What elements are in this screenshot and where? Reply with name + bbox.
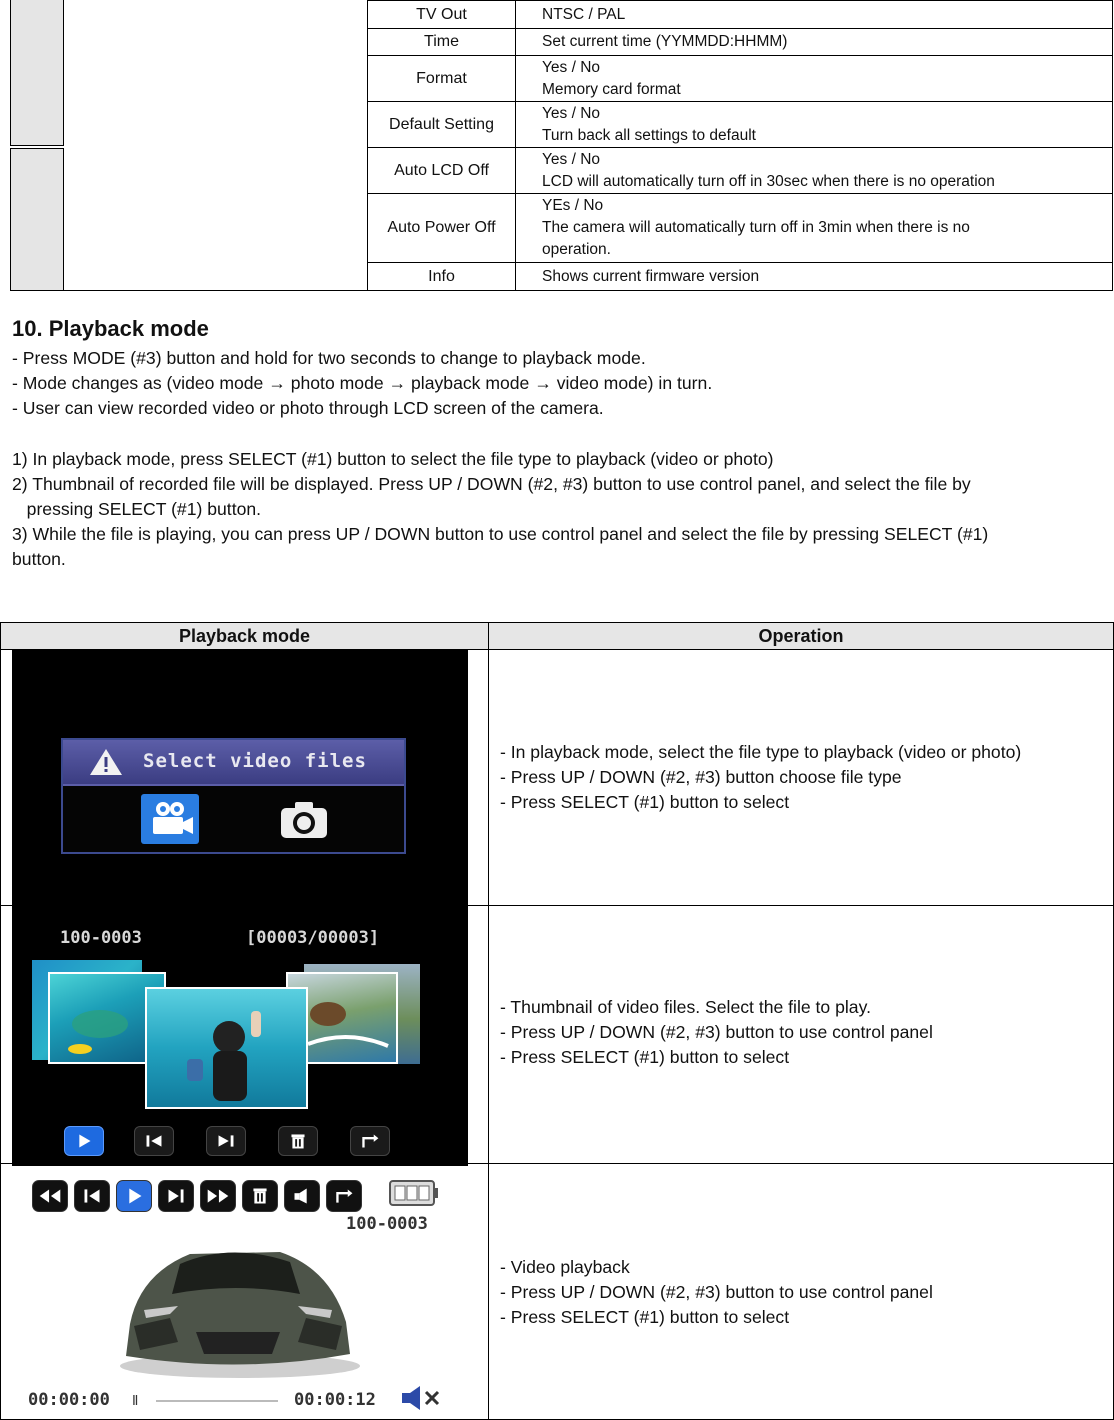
header-operation: Operation bbox=[488, 622, 1114, 650]
mute-icon bbox=[398, 1382, 442, 1414]
setting-desc: The camera will automatically turn off in 3min when there is no bbox=[542, 219, 970, 236]
return-button[interactable] bbox=[326, 1180, 362, 1212]
skip-next-icon bbox=[159, 1181, 193, 1211]
setting-desc: Yes / No bbox=[542, 104, 601, 122]
setting-desc: operation. bbox=[542, 241, 611, 258]
car-video-frame bbox=[100, 1214, 368, 1384]
settings-blank-cell bbox=[63, 0, 368, 291]
setting-desc: LCD will automatically turn off in 30sec when there is no operation bbox=[542, 172, 995, 190]
setting-name: Auto LCD Off bbox=[368, 148, 516, 193]
header-playback-mode: Playback mode bbox=[0, 622, 489, 650]
setting-desc: Yes / No bbox=[542, 150, 601, 168]
operation-cell bbox=[488, 905, 1114, 1164]
setting-name: Auto Power Off bbox=[368, 194, 516, 262]
operation-line: - Video playback bbox=[500, 1257, 630, 1277]
settings-row-info bbox=[367, 262, 1113, 291]
delete-button[interactable] bbox=[242, 1180, 278, 1212]
setting-desc: YEs / No bbox=[542, 197, 604, 214]
progress-track[interactable] bbox=[156, 1400, 278, 1402]
setting-desc: Turn back all settings to default bbox=[542, 126, 756, 144]
setting-name: Default Setting bbox=[368, 102, 516, 147]
step-line: 3) While the file is playing, you can press UP / DOWN button to use control panel and select the file by pressing SELECT (#1) bbox=[12, 524, 989, 544]
fast-forward-button[interactable] bbox=[200, 1180, 236, 1212]
video-file-type-icon[interactable] bbox=[141, 794, 199, 844]
return-button[interactable] bbox=[350, 1126, 390, 1156]
lcd-screenshot bbox=[12, 650, 468, 1166]
play-button[interactable] bbox=[116, 1180, 152, 1212]
step-line: pressing SELECT (#1) button. bbox=[12, 499, 262, 519]
return-icon bbox=[351, 1127, 389, 1155]
return-icon bbox=[327, 1181, 361, 1211]
play-button[interactable] bbox=[64, 1126, 104, 1156]
operation-line: - In playback mode, select the file type to playback (video or photo) bbox=[500, 742, 1022, 762]
skip-next-icon bbox=[207, 1127, 245, 1155]
setting-desc: Yes / No bbox=[542, 58, 601, 76]
operation-line: - Press UP / DOWN (#2, #3) button to use control panel bbox=[500, 1282, 933, 1302]
play-icon bbox=[117, 1181, 151, 1211]
video-thumbnail-selected[interactable] bbox=[145, 987, 308, 1109]
file-counter: [00003/00003] bbox=[246, 928, 380, 948]
previous-button[interactable] bbox=[134, 1126, 174, 1156]
video-playback-screenshot bbox=[24, 1168, 444, 1418]
settings-row-tv-out bbox=[367, 0, 1113, 29]
settings-row-auto-power-off bbox=[367, 193, 1113, 263]
elapsed-time: 00:00:00 bbox=[28, 1390, 110, 1410]
trash-icon bbox=[243, 1181, 277, 1211]
total-time: 00:00:12 bbox=[294, 1390, 376, 1410]
operation-line: - Press SELECT (#1) button to select bbox=[500, 1307, 790, 1327]
volume-button[interactable] bbox=[284, 1180, 320, 1212]
step-line: 1) In playback mode, press SELECT (#1) button to select the file type to playback (video or photo) bbox=[12, 449, 774, 469]
battery-icon bbox=[388, 1178, 440, 1208]
operation-line: - Thumbnail of video files. Select the file to play. bbox=[500, 997, 871, 1017]
step-line: button. bbox=[12, 549, 66, 569]
next-button[interactable] bbox=[158, 1180, 194, 1212]
setting-name: Format bbox=[368, 56, 516, 101]
file-name-label: 100-0003 bbox=[346, 1214, 428, 1234]
operation-cell bbox=[488, 649, 1114, 906]
setting-desc: Shows current firmware version bbox=[542, 267, 760, 285]
bullet-line: - Press MODE (#3) button and hold for two seconds to change to playback mode. bbox=[12, 348, 646, 368]
dialog-title: Select video files bbox=[143, 750, 367, 772]
settings-side-cell bbox=[10, 148, 64, 291]
step-line: 2) Thumbnail of recorded file will be displayed. Press UP / DOWN (#2, #3) button to use control panel, and select the file by bbox=[12, 474, 971, 494]
setting-desc: Set current time (YYMMDD:HHMM) bbox=[542, 33, 788, 50]
setting-desc: NTSC / PAL bbox=[542, 5, 626, 23]
rewind-icon bbox=[33, 1181, 67, 1211]
delete-button[interactable] bbox=[278, 1126, 318, 1156]
settings-row-time bbox=[367, 28, 1113, 56]
setting-name: TV Out bbox=[368, 1, 516, 28]
operation-line: - Press UP / DOWN (#2, #3) button choose file type bbox=[500, 767, 902, 787]
settings-side-cell bbox=[10, 0, 64, 146]
settings-row-auto-lcd-off bbox=[367, 147, 1113, 194]
select-file-type-dialog bbox=[61, 738, 406, 854]
trash-icon bbox=[279, 1127, 317, 1155]
operation-cell bbox=[488, 1163, 1114, 1420]
play-icon bbox=[65, 1127, 103, 1155]
skip-previous-icon bbox=[75, 1181, 109, 1211]
warning-icon bbox=[89, 748, 123, 776]
operation-line: - Press SELECT (#1) button to select bbox=[500, 792, 790, 812]
setting-name: Time bbox=[368, 29, 516, 55]
pause-indicator: Ⅱ bbox=[132, 1394, 139, 1409]
operation-line: - Press SELECT (#1) button to select bbox=[500, 1047, 790, 1067]
fast-forward-icon bbox=[201, 1181, 235, 1211]
section-title: 10. Playback mode bbox=[12, 316, 209, 341]
settings-row-format bbox=[367, 55, 1113, 102]
rewind-button[interactable] bbox=[32, 1180, 68, 1212]
photo-file-type-icon[interactable] bbox=[277, 796, 331, 842]
previous-button[interactable] bbox=[74, 1180, 110, 1212]
setting-name: Info bbox=[368, 263, 516, 290]
setting-desc: Memory card format bbox=[542, 80, 681, 98]
bullet-line: - User can view recorded video or photo through LCD screen of the camera. bbox=[12, 398, 604, 418]
operation-line: - Press UP / DOWN (#2, #3) button to use control panel bbox=[500, 1022, 933, 1042]
skip-previous-icon bbox=[135, 1127, 173, 1155]
settings-table bbox=[10, 0, 1113, 291]
next-button[interactable] bbox=[206, 1126, 246, 1156]
bullet-line: - Mode changes as (video mode → photo mode → playback mode → video mode) in turn. bbox=[12, 373, 713, 393]
settings-row-default-setting bbox=[367, 101, 1113, 148]
speaker-icon bbox=[285, 1181, 319, 1211]
file-name-label: 100-0003 bbox=[60, 928, 142, 948]
